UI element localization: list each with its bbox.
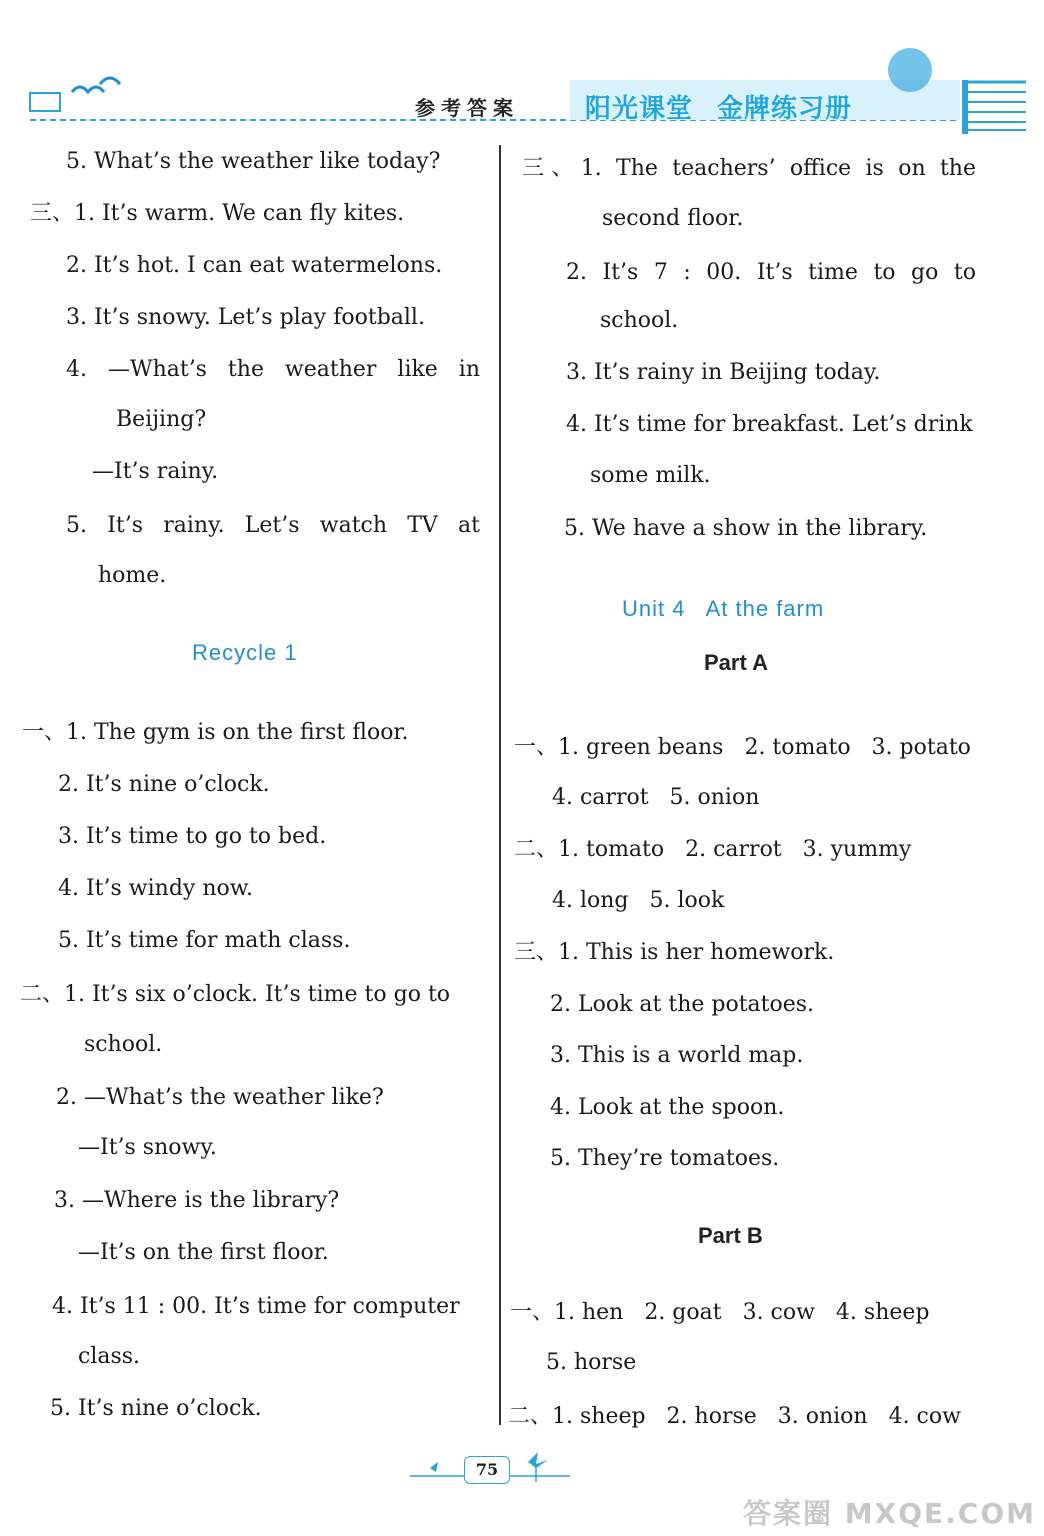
header-label: 参考答案 xyxy=(415,96,519,120)
globe-icon xyxy=(888,48,932,92)
part-a-heading: Part A xyxy=(704,650,768,675)
answer-line: 三、1. It’s warm. We can fly kites. xyxy=(30,201,405,226)
answer-line: 一、1. The gym is on the first floor. xyxy=(22,720,409,745)
answer-line: 一、1. green beans 2. tomato 3. potato xyxy=(514,735,971,760)
book-title-right: 金牌练习册 xyxy=(717,94,853,124)
answer-line: —It’s on the first floor. xyxy=(78,1240,329,1265)
answer-line: 4. carrot 5. onion xyxy=(552,785,760,810)
answer-line: 3. This is a world map. xyxy=(550,1043,804,1068)
answer-line: 二、1. sheep 2. horse 3. onion 4. cow xyxy=(508,1404,961,1429)
answer-line: 4. It’s time for breakfast. Let’s drink xyxy=(566,412,973,437)
bird-icon xyxy=(100,78,120,84)
answer-line: Beijing? xyxy=(116,407,207,432)
page-header xyxy=(0,0,1044,140)
watermark: 答案圈 MXQE.COM xyxy=(743,1497,1036,1530)
answer-line: 4. It’s windy now. xyxy=(58,876,253,901)
answer-line: 二、1. It’s six o’clock. It’s time to go to xyxy=(20,982,451,1007)
answer-line: second floor. xyxy=(602,206,744,231)
answer-line: 4. long 5. look xyxy=(552,888,725,913)
answer-line: 2. —What’s the weather like? xyxy=(56,1085,384,1110)
pinwheel-icon xyxy=(528,1452,548,1468)
answer-line: 一、1. hen 2. goat 3. cow 4. sheep xyxy=(510,1300,930,1325)
answer-line: 二、1. tomato 2. carrot 3. yummy xyxy=(514,837,912,862)
page-number: 75 xyxy=(464,1456,510,1484)
answer-line: 4. —What’s the weather like in xyxy=(66,357,480,382)
answer-line: 5. It’s rainy. Let’s watch TV at xyxy=(66,513,480,538)
bird-icon xyxy=(72,87,104,92)
section-heading-unit-4: Unit 4 At the farm xyxy=(622,596,825,621)
column-divider xyxy=(499,145,501,1425)
answer-line: class. xyxy=(78,1344,141,1369)
book-title-left: 阳光课堂 xyxy=(585,94,694,124)
pinwheel-icon-small xyxy=(430,1462,438,1472)
answer-line: 5. They’re tomatoes. xyxy=(550,1146,780,1171)
answer-line: school. xyxy=(600,308,679,333)
answer-line: 4. It’s 11 : 00. It’s time for computer xyxy=(52,1294,460,1319)
answer-line: 2. It’s hot. I can eat watermelons. xyxy=(66,253,443,278)
answer-line: 2. Look at the potatoes. xyxy=(550,992,815,1017)
section-heading-recycle: Recycle 1 xyxy=(192,640,298,665)
header-box-icon xyxy=(30,93,60,111)
book-icon xyxy=(962,80,1026,134)
answer-line: some milk. xyxy=(590,463,711,488)
header-decoration xyxy=(0,0,1044,140)
answer-line: home. xyxy=(98,563,167,588)
answer-line: —It’s rainy. xyxy=(92,459,219,484)
answer-line: 5. What’s the weather like today? xyxy=(66,149,441,174)
answer-line: 3. It’s rainy in Beijing today. xyxy=(566,360,881,385)
book-title xyxy=(585,88,852,125)
answer-line: 4. Look at the spoon. xyxy=(550,1095,785,1120)
answer-line: 3. —Where is the library? xyxy=(54,1188,340,1213)
answer-line: 5. We have a show in the library. xyxy=(564,516,928,541)
answer-line: 5. It’s time for math class. xyxy=(58,928,351,953)
answer-line: —It’s snowy. xyxy=(78,1135,217,1160)
answer-line: 5. It’s nine o’clock. xyxy=(50,1396,262,1421)
answer-line: 3. It’s snowy. Let’s play football. xyxy=(66,305,425,330)
answer-line: 三、1. This is her homework. xyxy=(514,940,835,965)
answer-line: 5. horse xyxy=(546,1350,637,1375)
answer-line: 2. It’s 7 : 00. It’s time to go to xyxy=(566,260,976,285)
answer-line: 2. It’s nine o’clock. xyxy=(58,772,270,797)
part-b-heading: Part B xyxy=(698,1223,763,1248)
answer-line: school. xyxy=(84,1032,163,1057)
answer-line: 三、1. The teachers’ office is on the xyxy=(522,156,976,181)
answer-line: 3. It’s time to go to bed. xyxy=(58,824,327,849)
